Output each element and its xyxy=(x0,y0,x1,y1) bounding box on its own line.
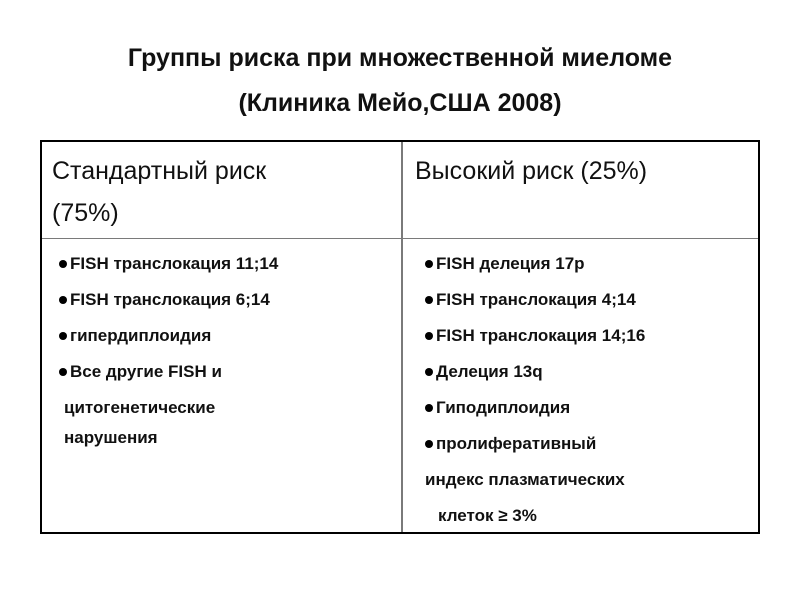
list-item xyxy=(425,426,755,462)
list-item-continuation: клеток ≥ 3% xyxy=(438,506,537,525)
bullet-icon xyxy=(59,368,67,376)
header-standard-risk xyxy=(52,150,372,234)
header-standard-risk-line1: Стандартный риск xyxy=(52,157,267,185)
list-item-label: Делеция 13q xyxy=(436,362,543,381)
bullet-icon xyxy=(425,260,433,268)
list-item-label: гипердиплоидия xyxy=(70,326,212,345)
bullet-icon xyxy=(59,332,67,340)
list-item-continuation: нарушения xyxy=(64,428,158,447)
bullet-icon xyxy=(425,296,433,304)
list-item-label: FISH транслокация 11;14 xyxy=(70,254,279,273)
bullet-icon xyxy=(425,368,433,376)
list-item xyxy=(425,390,755,426)
list-item xyxy=(59,282,389,318)
risk-groups-table xyxy=(40,140,760,534)
list-item-label: FISH транслокация 6;14 xyxy=(70,290,270,309)
page-subtitle: (Клиника Мейо,США 2008) xyxy=(238,89,562,117)
bullet-icon xyxy=(59,260,67,268)
page-title: Группы риска при множественной миеломе xyxy=(127,44,673,72)
list-item xyxy=(59,246,389,282)
list-item xyxy=(425,282,755,318)
list-item-label: пролиферативный xyxy=(436,434,597,453)
header-high-risk xyxy=(415,150,745,192)
header-standard-risk-line2: (75%) xyxy=(52,199,119,227)
list-item xyxy=(425,318,755,354)
bullet-icon xyxy=(425,440,433,448)
standard-risk-list xyxy=(59,246,389,456)
list-item xyxy=(59,354,389,390)
list-item-label: Все другие FISH и xyxy=(70,362,222,381)
header-high-risk-label: Высокий риск (25%) xyxy=(415,157,648,185)
list-item-label: FISH делеция 17p xyxy=(436,254,585,273)
high-risk-list xyxy=(425,246,755,534)
list-item xyxy=(425,246,755,282)
list-item xyxy=(425,354,755,390)
list-item-label: FISH транслокация 14;16 xyxy=(436,326,646,345)
list-item-continuation: цитогенетические xyxy=(64,398,216,417)
list-item-label: FISH транслокация 4;14 xyxy=(436,290,636,309)
list-item-continuation: индекс плазматических xyxy=(425,470,625,489)
column-divider xyxy=(401,142,403,532)
header-divider xyxy=(42,238,758,239)
bullet-icon xyxy=(425,404,433,412)
bullet-icon xyxy=(425,332,433,340)
list-item xyxy=(59,318,389,354)
list-item-label: Гиподиплоидия xyxy=(436,398,571,417)
bullet-icon xyxy=(59,296,67,304)
